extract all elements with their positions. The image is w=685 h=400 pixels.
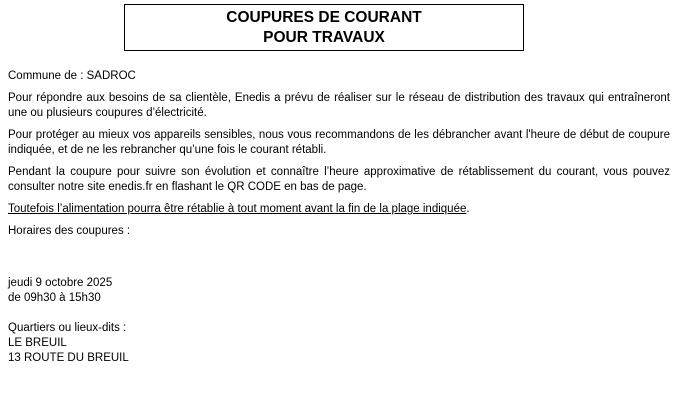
notice-title-box [124, 4, 524, 51]
paragraph-warning [8, 202, 670, 217]
schedule-heading: Horaires des coupures : [8, 225, 131, 237]
paragraph-intro: Pour répondre aux besoins de sa clientèle, Enedis a prévu de réaliser sur le réseau de distribution des travaux qui entraîneront une ou plusieurs coupures d’électricité. [8, 92, 670, 119]
commune-line: Commune de : SADROC [8, 70, 136, 82]
title-line-1: COUPURES DE COURANT [226, 9, 422, 26]
schedule-time: de 09h30 à 15h30 [8, 292, 101, 304]
locations-heading: Quartiers ou lieux-dits : [8, 322, 127, 334]
schedule-date: jeudi 9 octobre 2025 [8, 277, 113, 289]
paragraph-followup: Pendant la coupure pour suivre son évolution et connaître l’heure approximative de rétablissement du courant, vous pouvez consulter notre site enedis.fr en flashant le QR CODE en bas de page. [8, 166, 670, 193]
location-item: 13 ROUTE DU BREUIL [8, 352, 129, 364]
paragraph-protection: Pour protéger au mieux vos appareils sensibles, nous vous recommandons de les débrancher avant l'heure de début de coupure indiquée, et de ne les rebrancher qu’une fois le courant rétabli. [8, 129, 670, 156]
warning-period: . [466, 203, 470, 215]
warning-underlined-text: Toutefois l’alimentation pourra être rétablie à tout moment avant la fin de la plage indiquée [8, 203, 467, 215]
notice-body [8, 69, 670, 366]
location-item: LE BREUIL [8, 337, 67, 349]
title-line-2: POUR TRAVAUX [263, 29, 385, 46]
spacer [8, 246, 670, 276]
spacer [8, 306, 670, 321]
